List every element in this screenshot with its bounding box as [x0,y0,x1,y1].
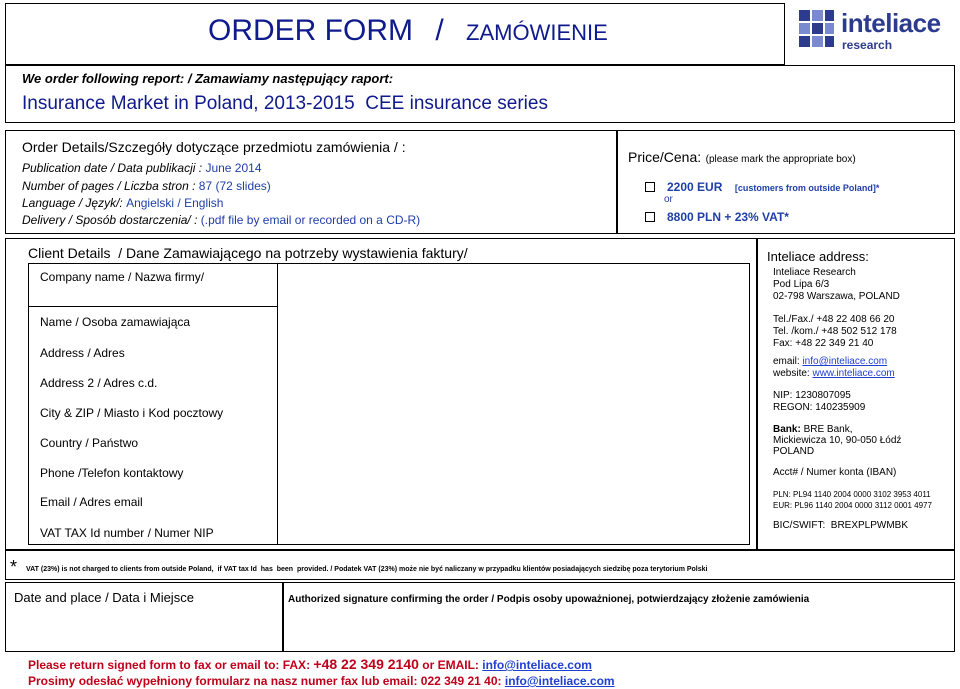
footnote-text: VAT (23%) is not charged to clients from outside Poland, if VAT tax Id has been provided. / Podatek VAT (23%) może nie być naliczany w przypadku klientów posiadających siedzibę poza terytorium Polski [26,566,708,573]
language-label: Language / Język/: [22,196,127,210]
website-row [773,368,953,380]
address-street: Pod Lipa 6/3 [773,279,830,290]
address-block [773,267,953,303]
title-polish: ZAMÓWIENIE [466,20,608,45]
footnote-box [5,550,955,580]
footer-line2-text: Prosimy odesłać wypełniony formularz na nasz numer fax lub email: 022 349 21 40: [28,674,505,688]
online-block [773,356,953,380]
bank-country: POLAND [773,446,815,457]
eur-value: 2200 EUR [667,180,723,194]
address-company: Inteliace Research [773,267,856,278]
price-or: or [664,194,673,205]
country-label: Country / Państwo [40,436,139,450]
logo-sub: research [842,38,893,52]
city-label: City & ZIP / Miasto i Kod pocztowy [40,406,224,420]
footer-line-2 [28,674,615,688]
contact-mobile: Tel. /kom./ +48 502 512 178 [773,326,897,337]
price-option-pln[interactable] [645,208,789,226]
delivery-row [22,213,420,227]
footer-email-1[interactable]: info@inteliace.com [482,658,592,672]
title-separator: / [435,14,444,47]
address-label: Address / Adres [40,346,125,360]
title-main: ORDER FORM [208,14,413,47]
contact-block [773,314,953,350]
website-link[interactable]: www.inteliace.com [812,368,895,379]
address-city: 02-798 Warszawa, POLAND [773,291,900,302]
signature-box[interactable] [283,582,955,652]
email-label-text: email: [773,356,803,367]
price-heading: Price/Cena: [628,149,702,165]
bank-address: Mickiewicza 10, 90-050 Łódź [773,435,902,446]
bank-name: BRE Bank, [800,424,853,435]
eur-note: [customers from outside Poland]* [734,183,880,193]
logo [795,4,955,56]
name-label: Name / Osoba zamawiająca [40,315,191,329]
nip: NIP: 1230807095 [773,390,851,401]
bank-row [773,424,953,435]
publication-row [22,161,262,175]
date-place-label: Date and place / Data i Miejsce [14,590,194,605]
regon: REGON: 140235909 [773,402,866,413]
page-title [208,14,608,48]
company-label: Company name / Nazwa firmy/ [40,270,205,284]
account-eur: EUR: PL96 1140 2004 0000 3112 0001 4977 [773,501,932,510]
company-ids [773,390,953,414]
address-heading: Inteliace address: [767,249,869,264]
details-heading: Order Details/Szczegóły dotyczące przedmiotu zamówienia / : [22,139,406,155]
swift: BIC/SWIFT: BREXPLPWMBK [773,520,909,531]
client-heading: Client Details / Dane Zamawiającego na potrzeby wystawienia faktury/ [28,245,468,261]
footer-line1-text: Please return signed form to fax or email to: FAX: [28,658,314,672]
delivery-label: Delivery / Sposób dostarczenia/ : [22,213,201,227]
price-option-eur[interactable] [645,178,879,196]
account-numbers [773,489,955,511]
vat-label: VAT TAX Id number / Numer NIP [40,526,214,540]
account-pln: PLN: PL94 1140 2004 0000 3102 3953 4011 [773,490,931,499]
contact-tel: Tel./Fax./ +48 22 408 66 20 [773,314,895,325]
contact-fax: Fax: +48 22 349 21 40 [773,338,874,349]
footnote-star: * [10,557,18,577]
pages-row [22,179,271,193]
delivery-value: (.pdf file by email or recorded on a CD-R) [200,213,421,227]
client-input-area[interactable] [279,264,749,544]
publication-value: June 2014 [205,161,262,175]
pages-value: 87 (72 slides) [198,179,271,193]
report-intro: We order following report: / Zamawiamy następujący raport: [22,71,394,86]
company-divider [28,306,278,307]
bank-label: Bank: [773,424,801,435]
bank-block [773,424,953,457]
signature-label: Authorized signature confirming the order / Podpis osoby upoważnionej, potwierdzający złożenie zamówienia [288,594,810,605]
publication-label: Publication date / Data publikacji : [22,161,206,175]
language-value: Angielski / English [126,196,224,210]
footer-email-2[interactable]: info@inteliace.com [504,674,615,688]
price-note: (please mark the appropriate box) [705,154,856,165]
website-label: website: [773,368,813,379]
eur-checkbox[interactable] [645,182,655,192]
language-row [22,196,223,210]
footer-fax: +48 22 349 2140 [313,656,419,672]
footer-line-1 [28,656,592,672]
logo-icon [797,8,837,52]
phone-label: Phone /Telefon kontaktowy [40,466,184,480]
price-heading-row [628,149,856,167]
email-label: Email / Adres email [40,495,143,509]
pages-label: Number of pages / Liczba stron : [22,179,199,193]
email-row [773,356,953,368]
pln-checkbox[interactable] [645,212,655,222]
email-link[interactable]: info@inteliace.com [802,356,888,367]
pln-value: 8800 PLN + 23% VAT* [667,210,789,224]
address2-label: Address 2 / Adres c.d. [40,376,158,390]
logo-name: inteliace [841,8,941,38]
report-title: Insurance Market in Poland, 2013-2015 CEE insurance series [22,93,548,114]
footer-line1-mid: or EMAIL: [418,658,483,672]
account-heading: Acct# / Numer konta (IBAN) [773,467,897,478]
